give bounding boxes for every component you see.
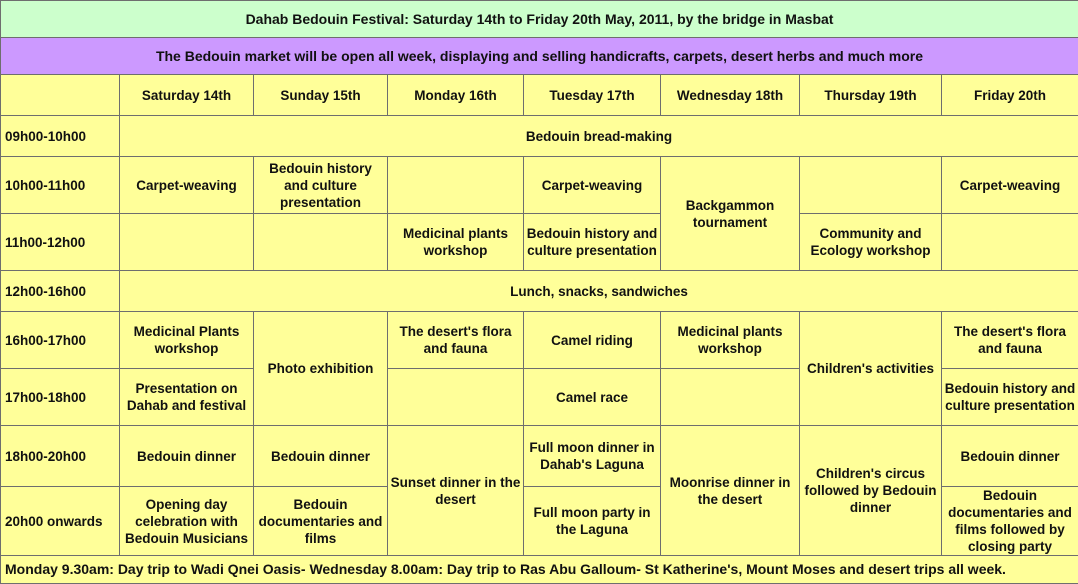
- event-wed-backgammon: Backgammon tournament: [661, 157, 800, 271]
- time-slot-1011: 10h00-11h00: [1, 157, 120, 214]
- empty-cell: [120, 214, 254, 271]
- event-tue-camel-riding: Camel riding: [524, 312, 661, 369]
- table-row: [1, 157, 1078, 214]
- day-header-tuesday: Tuesday 17th: [524, 75, 661, 116]
- event-sat-bedouin-dinner: Bedouin dinner: [120, 426, 254, 487]
- event-sun-bedouin-dinner: Bedouin dinner: [254, 426, 388, 487]
- event-fri-flora-fauna: The desert's flora and fauna: [942, 312, 1078, 369]
- empty-cell: [942, 214, 1078, 271]
- event-thu-ecology-workshop: Community and Ecology workshop: [800, 214, 942, 271]
- event-tue-fullmoon-party: Full moon party in the Laguna: [524, 487, 661, 556]
- event-tue-camel-race: Camel race: [524, 369, 661, 426]
- table-row: [1, 312, 1078, 369]
- event-thu-childrens-activities: Children's activities: [800, 312, 942, 426]
- time-slot-1617: 16h00-17h00: [1, 312, 120, 369]
- event-wed-moonrise-dinner: Moonrise dinner in the desert: [661, 426, 800, 556]
- event-sat-opening-celebration: Opening day celebration with Bedouin Musicians: [120, 487, 254, 556]
- empty-cell: [800, 157, 942, 214]
- event-thu-childrens-circus: Children's circus followed by Bedouin dinner: [800, 426, 942, 556]
- time-slot-20-onwards: 20h00 onwards: [1, 487, 120, 556]
- event-mon-flora-fauna: The desert's flora and fauna: [388, 312, 524, 369]
- time-slot-1718: 17h00-18h00: [1, 369, 120, 426]
- time-slot-1820: 18h00-20h00: [1, 426, 120, 487]
- event-sun-photo-exhibition: Photo exhibition: [254, 312, 388, 426]
- day-header-saturday: Saturday 14th: [120, 75, 254, 116]
- header-corner-cell: [1, 75, 120, 116]
- market-note: The Bedouin market will be open all week, displaying and selling handicrafts, carpets, desert herbs and much more: [1, 38, 1078, 75]
- event-tue-fullmoon-dinner: Full moon dinner in Dahab's Laguna: [524, 426, 661, 487]
- time-slot-1216: 12h00-16h00: [1, 271, 120, 312]
- event-fri-bedouin-dinner: Bedouin dinner: [942, 426, 1078, 487]
- event-fri-documentaries-closing: Bedouin documentaries and films followed by closing party: [942, 487, 1078, 556]
- event-fri-history-presentation: Bedouin history and culture presentation: [942, 369, 1078, 426]
- time-slot-1112: 11h00-12h00: [1, 214, 120, 271]
- event-sat-carpet-weaving: Carpet-weaving: [120, 157, 254, 214]
- day-header-row: [1, 75, 1078, 116]
- table-row: [1, 116, 1078, 157]
- day-header-thursday: Thursday 19th: [800, 75, 942, 116]
- table-row: [1, 426, 1078, 487]
- event-lunch: Lunch, snacks, sandwiches: [120, 271, 1078, 312]
- festival-title: Dahab Bedouin Festival: Saturday 14th to Friday 20th May, 2011, by the bridge in Masbat: [1, 1, 1078, 38]
- empty-cell: [661, 369, 800, 426]
- event-bread-making: Bedouin bread-making: [120, 116, 1078, 157]
- event-sun-documentaries: Bedouin documentaries and films: [254, 487, 388, 556]
- event-sat-medicinal-workshop: Medicinal Plants workshop: [120, 312, 254, 369]
- day-header-monday: Monday 16th: [388, 75, 524, 116]
- event-sat-presentation: Presentation on Dahab and festival: [120, 369, 254, 426]
- table-row: [1, 271, 1078, 312]
- event-tue-carpet-weaving: Carpet-weaving: [524, 157, 661, 214]
- empty-cell: [254, 214, 388, 271]
- event-mon-sunset-dinner: Sunset dinner in the desert: [388, 426, 524, 556]
- event-wed-medicinal-workshop: Medicinal plants workshop: [661, 312, 800, 369]
- day-header-friday: Friday 20th: [942, 75, 1078, 116]
- day-header-sunday: Sunday 15th: [254, 75, 388, 116]
- table-row: [1, 214, 1078, 271]
- day-header-wednesday: Wednesday 18th: [661, 75, 800, 116]
- event-fri-carpet-weaving: Carpet-weaving: [942, 157, 1078, 214]
- empty-cell: [388, 369, 524, 426]
- footer-trips-note: Monday 9.30am: Day trip to Wadi Qnei Oasis- Wednesday 8.00am: Day trip to Ras Abu Galloum- St Katherine's, Mount Moses and desert trips all week.: [1, 556, 1078, 584]
- time-slot-0910: 09h00-10h00: [1, 116, 120, 157]
- event-tue-history-presentation: Bedouin history and culture presentation: [524, 214, 661, 271]
- empty-cell: [388, 157, 524, 214]
- event-mon-medicinal-workshop: Medicinal plants workshop: [388, 214, 524, 271]
- event-sun-history-presentation: Bedouin history and culture presentation: [254, 157, 388, 214]
